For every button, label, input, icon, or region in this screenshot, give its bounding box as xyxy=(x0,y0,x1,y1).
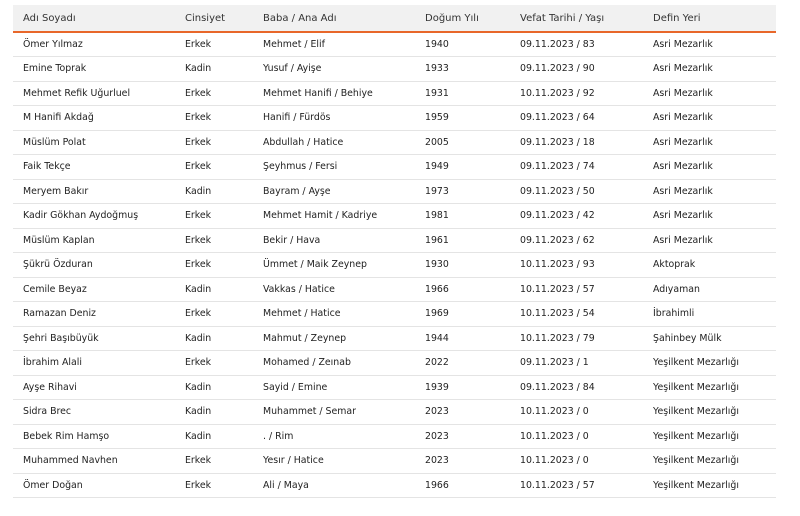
cell-death-date-age: 09.11.2023 / 1 xyxy=(520,357,589,369)
cell-birth-year: 1939 xyxy=(425,381,449,393)
cell-death-date-age: 10.11.2023 / 0 xyxy=(520,455,589,467)
cell-name: Faik Tekçe xyxy=(23,161,71,173)
cell-gender: Erkek xyxy=(185,210,212,222)
cell-gender: Kadin xyxy=(185,381,212,393)
cell-death-date-age: 09.11.2023 / 74 xyxy=(520,161,595,173)
cell-gender: Erkek xyxy=(185,39,212,50)
table-row xyxy=(13,106,776,131)
cell-gender: Erkek xyxy=(185,161,212,173)
column-header-birth-year: Doğum Yılı xyxy=(415,5,510,32)
column-header-gender: Cinsiyet xyxy=(175,5,253,32)
cell-burial-place: Asri Mezarlık xyxy=(653,185,713,197)
cell-burial-place: Adıyaman xyxy=(653,283,700,295)
cell-death-date-age: 10.11.2023 / 93 xyxy=(520,259,595,271)
cell-gender: Erkek xyxy=(185,357,212,369)
cell-burial-place: Asri Mezarlık xyxy=(653,161,713,173)
cell-birth-year: 1966 xyxy=(425,479,449,491)
cell-death-date-age: 09.11.2023 / 18 xyxy=(520,136,595,148)
cell-death-date-age: 10.11.2023 / 54 xyxy=(520,308,595,320)
cell-burial-place: İbrahimli xyxy=(653,308,695,320)
cell-birth-year: 1959 xyxy=(425,112,449,124)
cell-gender: Erkek xyxy=(185,234,212,246)
cell-name: M Hanifi Akdağ xyxy=(23,112,94,124)
cell-death-date-age: 10.11.2023 / 57 xyxy=(520,283,595,295)
table-row xyxy=(13,204,776,229)
cell-parents: Vakkas / Hatice xyxy=(263,283,335,295)
cell-burial-place: Yeşilkent Mezarlığı xyxy=(653,479,739,491)
cell-name: Sidra Brec xyxy=(23,406,72,418)
cell-gender: Kadin xyxy=(185,185,212,197)
cell-birth-year: 1931 xyxy=(425,87,449,99)
cell-burial-place: Asri Mezarlık xyxy=(653,136,713,148)
cell-death-date-age: 10.11.2023 / 0 xyxy=(520,430,589,442)
table-row xyxy=(13,326,776,351)
table-row xyxy=(13,400,776,425)
cell-name: Ramazan Deniz xyxy=(23,308,96,320)
cell-parents: Sayid / Emine xyxy=(263,381,328,393)
cell-parents: Mahmut / Zeynep xyxy=(263,332,347,344)
cell-burial-place: Asri Mezarlık xyxy=(653,210,713,222)
cell-death-date-age: 10.11.2023 / 92 xyxy=(520,87,595,99)
cell-burial-place: Yeşilkent Mezarlığı xyxy=(653,455,739,467)
cell-birth-year: 1973 xyxy=(425,185,449,197)
cell-burial-place: Yeşilkent Mezarlığı xyxy=(653,406,739,418)
cell-parents: Yesır / Hatice xyxy=(263,455,324,467)
cell-burial-place: Yeşilkent Mezarlığı xyxy=(653,430,739,442)
cell-name: Kadir Gökhan Aydoğmuş xyxy=(23,210,139,222)
cell-parents: Ali / Maya xyxy=(263,479,309,491)
cell-name: Bebek Rim Hamşo xyxy=(23,430,110,442)
cell-death-date-age: 09.11.2023 / 83 xyxy=(520,39,595,50)
cell-name: Meryem Bakır xyxy=(23,185,89,197)
cell-birth-year: 2023 xyxy=(425,430,449,442)
cell-parents: Mehmet Hanifi / Behiye xyxy=(263,87,373,99)
cell-birth-year: 1940 xyxy=(425,39,449,50)
cell-death-date-age: 10.11.2023 / 0 xyxy=(520,406,589,418)
column-header-name: Adı Soyadı xyxy=(13,5,175,32)
cell-parents: Mohamed / Zeınab xyxy=(263,357,351,369)
cell-death-date-age: 10.11.2023 / 57 xyxy=(520,479,595,491)
cell-name: Emine Toprak xyxy=(23,63,87,75)
cell-birth-year: 1966 xyxy=(425,283,449,295)
cell-gender: Erkek xyxy=(185,112,212,124)
cell-death-date-age: 09.11.2023 / 90 xyxy=(520,63,595,75)
cell-name: Müslüm Kaplan xyxy=(23,234,95,246)
cell-parents: Şeyhmus / Fersi xyxy=(263,161,338,173)
cell-gender: Kadin xyxy=(185,430,212,442)
cell-burial-place: Asri Mezarlık xyxy=(653,63,713,75)
cell-burial-place: Aktoprak xyxy=(653,259,696,271)
cell-gender: Kadin xyxy=(185,406,212,418)
table-row xyxy=(13,57,776,82)
cell-name: Müslüm Polat xyxy=(23,136,86,148)
cell-birth-year: 2023 xyxy=(425,406,449,418)
cell-gender: Erkek xyxy=(185,455,212,467)
cell-burial-place: Şahinbey Mülk xyxy=(653,332,722,344)
cell-parents: Abdullah / Hatice xyxy=(263,136,344,148)
table-row xyxy=(13,449,776,474)
cell-birth-year: 2023 xyxy=(425,455,449,467)
cell-gender: Erkek xyxy=(185,259,212,271)
table-header-row xyxy=(13,5,776,32)
cell-name: Mehmet Refik Uğurluel xyxy=(23,87,131,99)
cell-name: Ayşe Rihavi xyxy=(23,381,77,393)
cell-name: Cemile Beyaz xyxy=(23,283,87,295)
cell-birth-year: 1969 xyxy=(425,308,449,320)
cell-birth-year: 1944 xyxy=(425,332,449,344)
table-row xyxy=(13,155,776,180)
cell-birth-year: 1930 xyxy=(425,259,449,271)
column-header-burial-place: Defin Yeri xyxy=(643,5,776,32)
cell-gender: Erkek xyxy=(185,87,212,99)
table-row xyxy=(13,228,776,253)
table-row xyxy=(13,32,776,57)
table-row xyxy=(13,179,776,204)
table-row xyxy=(13,81,776,106)
cell-burial-place: Asri Mezarlık xyxy=(653,234,713,246)
table-row xyxy=(13,424,776,449)
cell-gender: Erkek xyxy=(185,136,212,148)
column-header-parents: Baba / Ana Adı xyxy=(253,5,415,32)
cell-birth-year: 2005 xyxy=(425,136,449,148)
cell-burial-place: Asri Mezarlık xyxy=(653,87,713,99)
table-row xyxy=(13,473,776,498)
cell-death-date-age: 09.11.2023 / 50 xyxy=(520,185,595,197)
cell-burial-place: Asri Mezarlık xyxy=(653,112,713,124)
column-header-death-date-age: Vefat Tarihi / Yaşı xyxy=(510,5,643,32)
cell-parents: Mehmet / Elif xyxy=(263,39,325,50)
cell-name: Ömer Doğan xyxy=(23,479,83,491)
cell-burial-place: Asri Mezarlık xyxy=(653,39,713,50)
cell-burial-place: Yeşilkent Mezarlığı xyxy=(653,381,739,393)
cell-gender: Erkek xyxy=(185,479,212,491)
cell-birth-year: 1949 xyxy=(425,161,449,173)
cell-death-date-age: 09.11.2023 / 42 xyxy=(520,210,595,222)
cell-parents: Bekir / Hava xyxy=(263,234,321,246)
death-records-table-container xyxy=(13,5,776,498)
cell-gender: Erkek xyxy=(185,308,212,320)
cell-birth-year: 1961 xyxy=(425,234,449,246)
cell-gender: Kadin xyxy=(185,283,212,295)
cell-birth-year: 2022 xyxy=(425,357,449,369)
table-row xyxy=(13,351,776,376)
cell-parents: Muhammet / Semar xyxy=(263,406,356,418)
cell-parents: Hanifi / Fürdös xyxy=(263,112,331,124)
cell-burial-place: Yeşilkent Mezarlığı xyxy=(653,357,739,369)
cell-parents: . / Rim xyxy=(263,430,294,442)
cell-gender: Kadin xyxy=(185,63,212,75)
cell-name: Şehri Başıbüyük xyxy=(23,332,99,344)
cell-name: Ömer Yılmaz xyxy=(23,39,83,50)
cell-parents: Yusuf / Ayişe xyxy=(263,63,322,75)
cell-parents: Bayram / Ayşe xyxy=(263,185,331,197)
table-row xyxy=(13,302,776,327)
death-records-table xyxy=(13,5,776,498)
cell-name: İbrahim Alali xyxy=(23,357,82,369)
cell-parents: Mehmet Hamit / Kadriye xyxy=(263,210,378,222)
cell-parents: Ümmet / Maik Zeynep xyxy=(263,259,367,271)
cell-death-date-age: 10.11.2023 / 79 xyxy=(520,332,595,344)
cell-name: Muhammed Navhen xyxy=(23,455,118,467)
cell-birth-year: 1981 xyxy=(425,210,449,222)
cell-gender: Kadin xyxy=(185,332,212,344)
cell-death-date-age: 09.11.2023 / 62 xyxy=(520,234,595,246)
table-row xyxy=(13,130,776,155)
table-row xyxy=(13,375,776,400)
cell-death-date-age: 09.11.2023 / 64 xyxy=(520,112,595,124)
cell-birth-year: 1933 xyxy=(425,63,449,75)
table-row xyxy=(13,277,776,302)
cell-death-date-age: 09.11.2023 / 84 xyxy=(520,381,595,393)
cell-parents: Mehmet / Hatice xyxy=(263,308,341,320)
table-row xyxy=(13,253,776,278)
cell-name: Şükrü Özduran xyxy=(23,259,93,271)
